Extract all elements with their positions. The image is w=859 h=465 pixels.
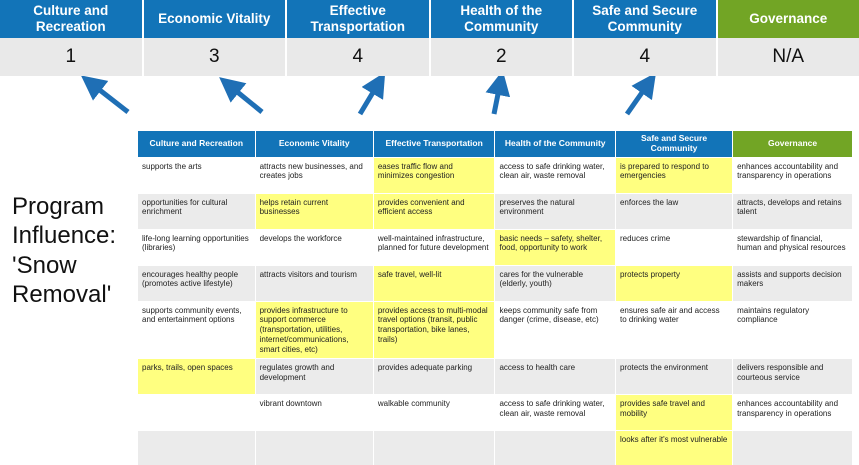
matrix-cell: walkable community <box>373 395 495 431</box>
matrix-cell: enforces the law <box>615 193 732 229</box>
table-row <box>138 431 852 465</box>
matrix-cell: supports the arts <box>138 157 255 193</box>
matrix-cell: parks, trails, open spaces <box>138 359 255 395</box>
priority-criteria-matrix <box>138 131 852 465</box>
table-row <box>138 229 852 265</box>
matrix-header-health-of-the-community: Health of the Community <box>495 131 616 157</box>
score-economic-vitality: 3 <box>144 38 288 76</box>
table-row <box>138 157 852 193</box>
matrix-cell: preserves the natural environment <box>495 193 616 229</box>
matrix-header-safe-and-secure-community: Safe and Secure Community <box>615 131 732 157</box>
score-culture-and-recreation: 1 <box>0 38 144 76</box>
matrix-cell <box>495 431 616 465</box>
matrix-cell: keeps community safe from danger (crime, disease, etc) <box>495 301 616 359</box>
matrix-cell: well-maintained infrastructure, planned for future development <box>373 229 495 265</box>
matrix-header-culture-and-recreation: Culture and Recreation <box>138 131 255 157</box>
matrix-cell: safe travel, well-lit <box>373 265 495 301</box>
matrix-cell: access to health care <box>495 359 616 395</box>
matrix-cell: vibrant downtown <box>255 395 373 431</box>
matrix-cell: supports community events, and entertainment options <box>138 301 255 359</box>
arrow-effective-transportation <box>360 84 378 114</box>
matrix-cell: helps retain current businesses <box>255 193 373 229</box>
table-row <box>138 395 852 431</box>
matrix-header-row <box>138 131 852 157</box>
matrix-cell: attracts new businesses, and creates jobs <box>255 157 373 193</box>
matrix-cell: provides adequate parking <box>373 359 495 395</box>
priority-header-culture-and-recreation: Culture and Recreation <box>0 0 144 38</box>
matrix-cell: attracts, develops and retains talent <box>733 193 852 229</box>
matrix-cell: enhances accountability and transparency in operations <box>733 157 852 193</box>
priority-header-health-of-the-community: Health of the Community <box>431 0 575 38</box>
arrow-safe-and-secure-community <box>627 84 648 114</box>
matrix-cell <box>255 431 373 465</box>
matrix-cell <box>138 431 255 465</box>
matrix-header-effective-transportation: Effective Transportation <box>373 131 495 157</box>
matrix-cell: provides convenient and efficient access <box>373 193 495 229</box>
score-safe-and-secure-community: 4 <box>574 38 718 76</box>
matrix-cell: cares for the vulnerable (elderly, youth) <box>495 265 616 301</box>
matrix-cell: provides access to multi-modal travel options (transit, public transportation, bike lanes, trails) <box>373 301 495 359</box>
matrix-cell: basic needs – safety, shelter, food, opportunity to work <box>495 229 616 265</box>
matrix-body <box>138 157 852 465</box>
matrix-cell: provides infrastructure to support commerce (transportation, utilities, internet/communications, smart cities, etc) <box>255 301 373 359</box>
matrix-cell <box>733 431 852 465</box>
matrix-cell: develops the workforce <box>255 229 373 265</box>
matrix-cell: reduces crime <box>615 229 732 265</box>
table-row <box>138 301 852 359</box>
matrix-cell: looks after it's most vulnerable <box>615 431 732 465</box>
matrix-cell: opportunities for cultural enrichment <box>138 193 255 229</box>
matrix-cell: eases traffic flow and minimizes congestion <box>373 157 495 193</box>
matrix-cell: protects property <box>615 265 732 301</box>
matrix-cell: enhances accountability and transparency in operations <box>733 395 852 431</box>
table-row <box>138 359 852 395</box>
matrix-cell: stewardship of financial, human and physical resources <box>733 229 852 265</box>
matrix-cell: is prepared to respond to emergencies <box>615 157 732 193</box>
priority-header-economic-vitality: Economic Vitality <box>144 0 288 38</box>
matrix-header-economic-vitality: Economic Vitality <box>255 131 373 157</box>
table-row <box>138 265 852 301</box>
table-row <box>138 193 852 229</box>
score-governance: N/A <box>718 38 859 76</box>
matrix-cell: delivers responsible and courteous service <box>733 359 852 395</box>
matrix-cell: life-long learning opportunities (libraries) <box>138 229 255 265</box>
matrix-cell: encourages healthy people (promotes active lifestyle) <box>138 265 255 301</box>
priority-header-effective-transportation: Effective Transportation <box>287 0 431 38</box>
score-health-of-the-community: 2 <box>431 38 575 76</box>
matrix-cell: ensures safe air and access to drinking water <box>615 301 732 359</box>
matrix-cell: access to safe drinking water, clean air, waste removal <box>495 395 616 431</box>
matrix-cell: maintains regulatory compliance <box>733 301 852 359</box>
matrix-cell <box>138 395 255 431</box>
arrow-layer <box>0 76 859 130</box>
priority-header-band <box>0 0 859 38</box>
priority-header-safe-and-secure-community: Safe and Secure Community <box>574 0 718 38</box>
arrow-culture-and-recreation <box>92 84 128 112</box>
matrix-cell: provides safe travel and mobility <box>615 395 732 431</box>
priority-header-governance: Governance <box>718 0 859 38</box>
matrix-cell: attracts visitors and tourism <box>255 265 373 301</box>
matrix-cell: protects the environment <box>615 359 732 395</box>
arrow-health-of-the-community <box>494 84 500 114</box>
matrix-cell: assists and supports decision makers <box>733 265 852 301</box>
matrix-cell: regulates growth and development <box>255 359 373 395</box>
arrow-economic-vitality <box>230 86 262 112</box>
score-effective-transportation: 4 <box>287 38 431 76</box>
program-influence-caption: Program Influence: 'Snow Removal' <box>12 193 117 308</box>
matrix-header-governance: Governance <box>733 131 852 157</box>
matrix-cell: access to safe drinking water, clean air, waste removal <box>495 157 616 193</box>
score-band <box>0 38 859 76</box>
matrix-cell <box>373 431 495 465</box>
